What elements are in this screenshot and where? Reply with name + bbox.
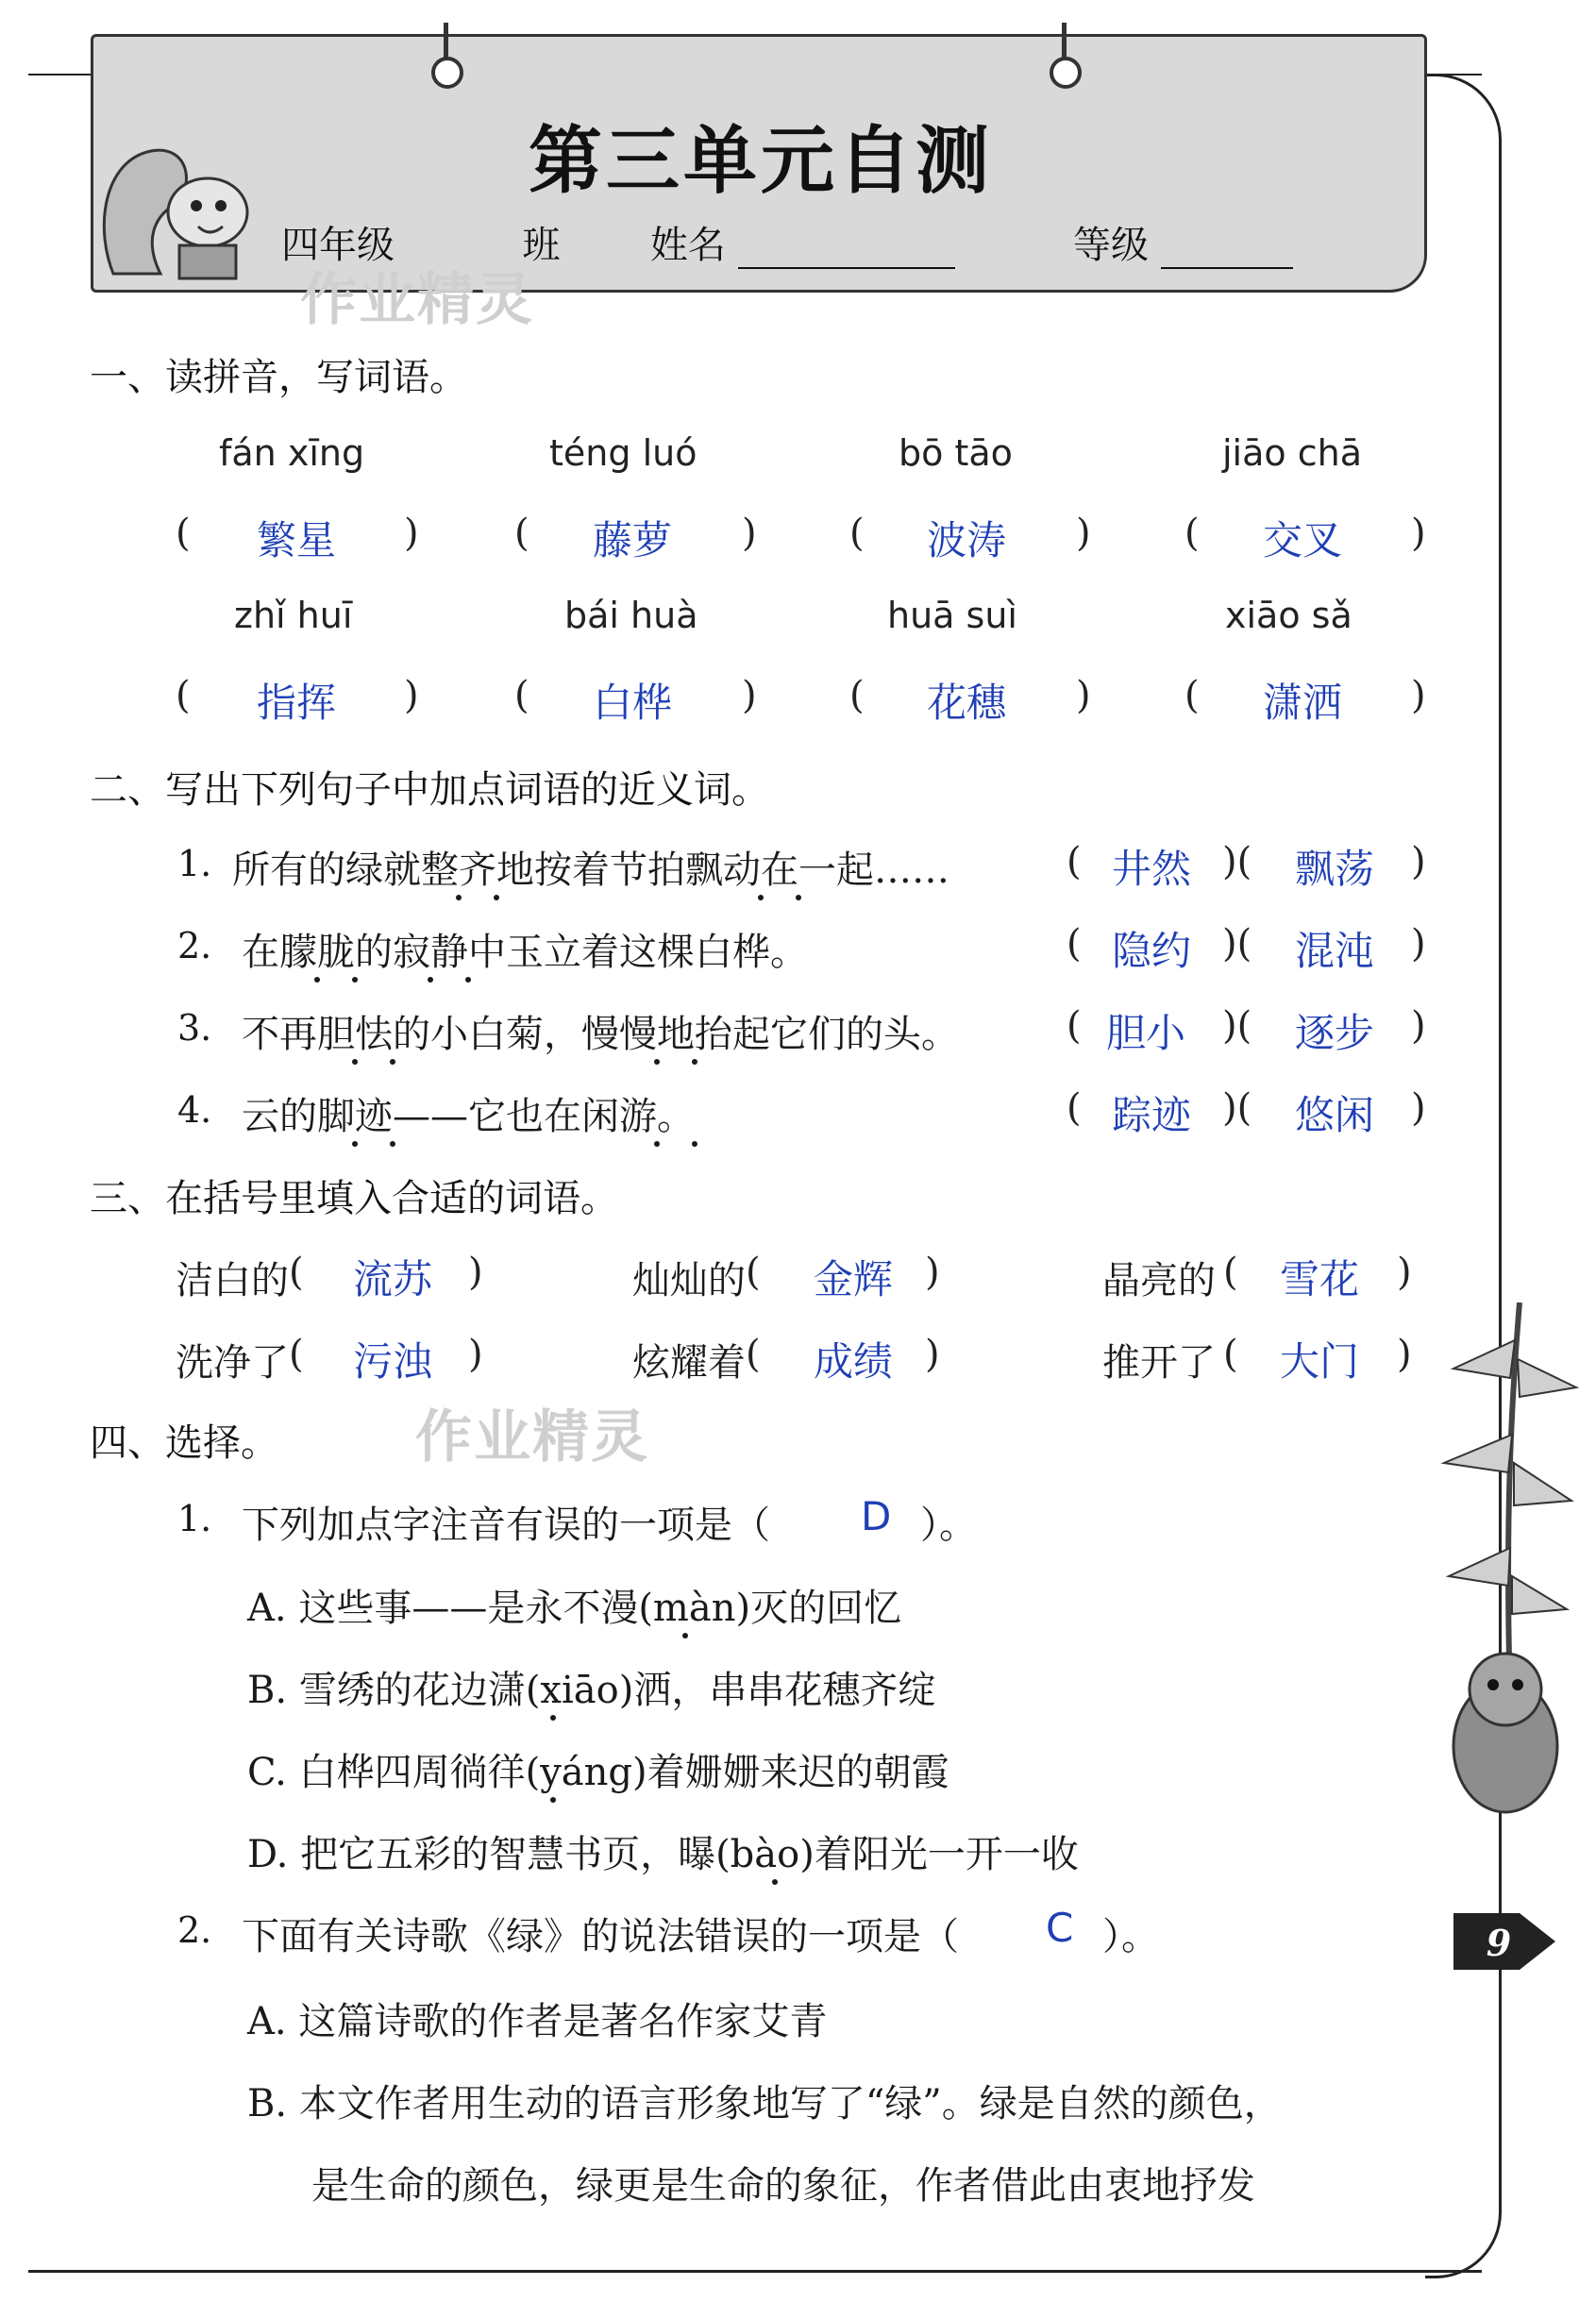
class-label: 班 [522, 224, 561, 267]
fill-answer[interactable]: 污浊 [353, 1338, 433, 1385]
item-number: 1. [177, 843, 212, 884]
emphasis-dot [314, 977, 320, 983]
paren-open: ( [849, 674, 865, 717]
paren-open: ( [514, 512, 529, 555]
paren-close: ) [1397, 1333, 1412, 1376]
option-b[interactable]: B. 本文作者用生动的语言形象地写了“绿”。绿是自然的颜色， [247, 2082, 1282, 2126]
synonym-answer[interactable]: 踪迹 [1112, 1092, 1192, 1138]
paren-open: ( [1184, 674, 1200, 717]
fill-answer[interactable]: 金辉 [814, 1256, 894, 1302]
pinyin: bō tāo [899, 432, 1013, 474]
paren-close: ) [742, 512, 757, 555]
item-number: 2. [177, 925, 212, 966]
paren-open: ( [514, 674, 529, 717]
answer-word[interactable]: 交叉 [1263, 517, 1343, 563]
option-b[interactable]: B. 雪绣的花边潇(xiāo)洒，串串花穗齐绽 [247, 1669, 936, 1712]
paren-close: ) [1411, 922, 1426, 966]
grade-label: 四年级 [281, 224, 395, 267]
level-blank[interactable] [1161, 229, 1293, 269]
paren-open: ( [1067, 1004, 1082, 1048]
page-number-badge [1453, 1908, 1557, 1975]
emphasis-dot [692, 1059, 697, 1065]
synonym-answer[interactable]: 逐步 [1295, 1010, 1375, 1056]
sentence-text: 在朦胧的寂静中玉立着这棵白桦。 [242, 931, 808, 974]
answer-word[interactable]: 繁星 [257, 517, 337, 563]
synonym-answer[interactable]: 胆小 [1106, 1010, 1186, 1056]
fill-prefix: 炫耀着 [632, 1341, 746, 1385]
paren-close: ) [1397, 1251, 1412, 1294]
section-3-heading: 三、在括号里填入合适的词语。 [90, 1177, 618, 1220]
paren-mid: )( [1222, 1004, 1252, 1048]
question-stem-end: ）。 [920, 1504, 977, 1547]
paren-close: ) [742, 674, 757, 717]
item-number: 2. [177, 1909, 212, 1951]
emphasis-dot [352, 977, 358, 983]
option-c[interactable]: C. 白桦四周徜徉(yáng)着姗姗来迟的朝霞 [247, 1751, 949, 1794]
answer-word[interactable]: 白桦 [593, 680, 673, 726]
emphasis-dot [654, 1059, 660, 1065]
paren-open: ( [1223, 1333, 1238, 1376]
paren-close: ) [925, 1251, 940, 1294]
fill-answer[interactable]: 大门 [1280, 1338, 1360, 1385]
pinyin: jiāo chā [1222, 432, 1362, 474]
watermark: 作业精灵 [300, 267, 534, 333]
paren-open: ( [746, 1333, 761, 1376]
ring-stem [444, 23, 448, 59]
binder-ring-icon [431, 57, 463, 89]
paren-close: ) [1411, 1086, 1426, 1130]
paren-open: ( [849, 512, 865, 555]
paren-open: ( [289, 1251, 304, 1294]
paren-open: ( [1223, 1251, 1238, 1294]
emphasis-dot [550, 1797, 556, 1803]
sentence-text: 所有的绿就整齐地按着节拍飘动在一起…… [232, 849, 949, 892]
paren-mid: )( [1222, 922, 1252, 966]
paren-open: ( [1067, 840, 1082, 883]
paren-close: ) [468, 1333, 483, 1376]
name-blank[interactable] [738, 229, 955, 269]
emphasis-dot [390, 1141, 395, 1147]
paren-close: ) [1411, 840, 1426, 883]
paren-mid: )( [1222, 1086, 1252, 1130]
pinyin: xiāo sǎ [1225, 595, 1352, 636]
fill-prefix: 推开了 [1102, 1341, 1216, 1385]
page-title: 第三单元自测 [529, 118, 994, 204]
emphasis-dot [428, 977, 433, 983]
synonym-answer[interactable]: 混沌 [1295, 928, 1375, 974]
paren-close: ) [1411, 674, 1426, 717]
paren-mid: )( [1222, 840, 1252, 883]
emphasis-dot [352, 1141, 358, 1147]
choice-answer[interactable]: C [1046, 1905, 1074, 1951]
paren-close: ) [404, 674, 419, 717]
emphasis-dot [758, 895, 764, 900]
answer-word[interactable]: 潇洒 [1263, 680, 1343, 726]
fill-prefix: 灿灿的 [632, 1259, 746, 1302]
synonym-answer[interactable]: 飘荡 [1295, 846, 1375, 892]
option-a[interactable]: A. 这篇诗歌的作者是著名作家艾青 [247, 2000, 828, 2043]
option-a[interactable]: A. 这些事——是永不漫(màn)灭的回忆 [247, 1587, 902, 1630]
pinyin: téng luó [549, 432, 697, 474]
frame-bottom-line [28, 2270, 1482, 2273]
question-stem-end: ）。 [1102, 1915, 1159, 1958]
item-number: 3. [177, 1007, 212, 1049]
pinyin: zhǐ huī [234, 595, 353, 636]
question-stem: 下面有关诗歌《绿》的说法错误的一项是（ [242, 1915, 959, 1958]
pinyin: fán xīng [219, 432, 365, 474]
paren-open: ( [1067, 922, 1082, 966]
item-number: 1. [177, 1498, 212, 1539]
option-b-continued: 是生命的颜色，绿更是生命的象征，作者借此由衷地抒发 [311, 2164, 1255, 2208]
fill-prefix: 洗净了 [176, 1341, 289, 1385]
paren-close: ) [404, 512, 419, 555]
paren-open: ( [1184, 512, 1200, 555]
paren-close: ) [1411, 512, 1426, 555]
synonym-answer[interactable]: 井然 [1112, 846, 1192, 892]
binder-ring-icon [1050, 57, 1082, 89]
fill-prefix: 洁白的 [176, 1259, 289, 1302]
paren-close: ) [1076, 674, 1091, 717]
squirrel-mascot-icon [94, 123, 283, 283]
bamboo-bear-decoration-icon [1416, 1302, 1586, 1869]
sentence-text: 云的脚迹——它也在闲游。 [242, 1095, 695, 1138]
choice-answer[interactable]: D [861, 1493, 892, 1539]
paren-open: ( [1067, 1086, 1082, 1130]
answer-word[interactable]: 花穗 [927, 680, 1007, 726]
emphasis-dot [682, 1633, 688, 1638]
fill-answer[interactable]: 雪花 [1280, 1256, 1360, 1302]
pinyin: bái huà [564, 595, 698, 636]
emphasis-dot [352, 1059, 358, 1065]
paren-open: ( [289, 1333, 304, 1376]
item-number: 4. [177, 1089, 212, 1131]
sentence-text: 不再胆怯的小白菊，慢慢地抬起它们的头。 [242, 1013, 959, 1056]
emphasis-dot [692, 1141, 697, 1147]
emphasis-dot [390, 1059, 395, 1065]
ring-stem [1062, 23, 1067, 59]
pinyin: huā suì [887, 595, 1017, 636]
emphasis-dot [465, 977, 471, 983]
section-2-heading: 二、写出下列句子中加点词语的近义词。 [90, 768, 769, 812]
synonym-answer[interactable]: 悠闲 [1295, 1092, 1375, 1138]
option-d[interactable]: D. 把它五彩的智慧书页，曝(bào)着阳光一开一收 [247, 1833, 1079, 1876]
paren-open: ( [176, 512, 191, 555]
emphasis-dot [494, 895, 499, 900]
question-stem: 下列加点字注音有误的一项是（ [242, 1504, 770, 1547]
watermark: 作业精灵 [415, 1404, 649, 1470]
section-1-heading: 一、读拼音，写词语。 [90, 356, 467, 399]
synonym-answer[interactable]: 隐约 [1112, 928, 1192, 974]
section-4-heading: 四、选择。 [90, 1421, 278, 1465]
paren-open: ( [746, 1251, 761, 1294]
emphasis-dot [456, 895, 462, 900]
paren-open: ( [176, 674, 191, 717]
emphasis-dot [550, 1715, 556, 1721]
answer-word[interactable]: 藤萝 [593, 517, 673, 563]
paren-close: ) [925, 1333, 940, 1376]
level-label: 等级 [1073, 224, 1150, 267]
answer-word[interactable]: 指挥 [257, 680, 337, 726]
paren-close: ) [1411, 1004, 1426, 1048]
emphasis-dot [796, 895, 801, 900]
emphasis-dot [654, 1141, 660, 1147]
paren-close: ) [468, 1251, 483, 1294]
paren-close: ) [1076, 512, 1091, 555]
answer-word[interactable]: 波涛 [927, 517, 1007, 563]
page-number: 9 [1486, 1922, 1512, 1964]
name-label: 姓名 [649, 224, 726, 267]
fill-prefix: 晶亮的 [1102, 1259, 1216, 1302]
emphasis-dot [772, 1879, 778, 1885]
fill-answer[interactable]: 流苏 [353, 1256, 433, 1302]
fill-answer[interactable]: 成绩 [814, 1338, 894, 1385]
